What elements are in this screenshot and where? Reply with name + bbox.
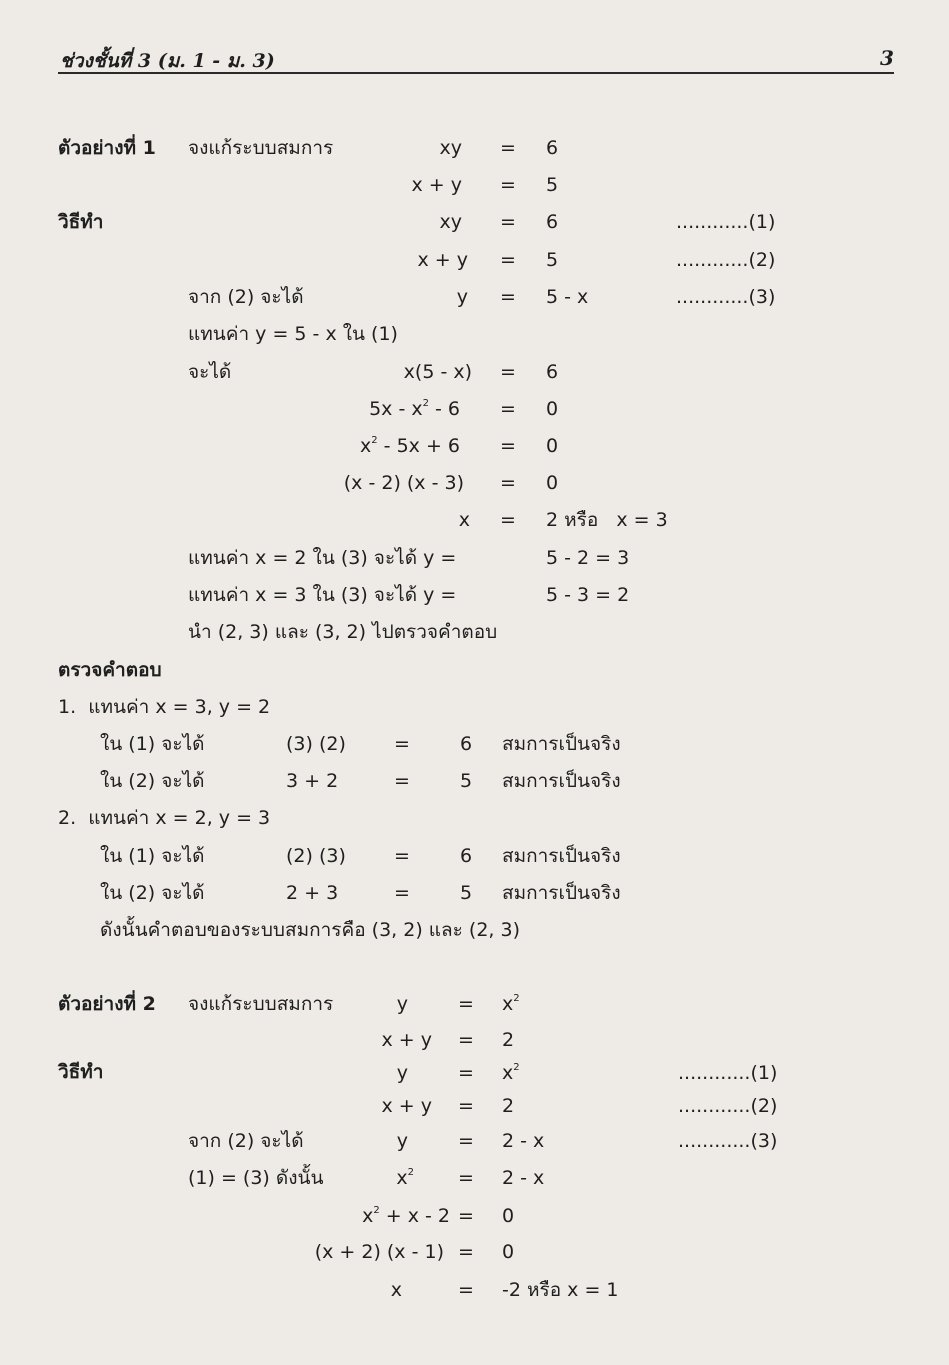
- ex1-eq1-rhs: 6: [546, 211, 559, 233]
- ex1-step3-eq: =: [500, 435, 516, 457]
- ex1-step1-eq: =: [500, 361, 516, 383]
- ex1-sub-line1-rhs: 5 - 2 = 3: [546, 547, 630, 569]
- ex2-eq6-eq: =: [458, 1241, 474, 1263]
- ex2-eq7-rhs: -2 หรือ x = 1: [502, 1279, 619, 1301]
- ex1-eq1-eq: =: [500, 211, 516, 233]
- ex1-step1-lhs: x(5 - x): [403, 361, 472, 383]
- check-case1-row2-eq: =: [394, 770, 410, 792]
- ex2-eq4-lhs: $x^2$: [396, 1167, 414, 1189]
- check-case1-row1-lhs: (3) (2): [286, 733, 346, 755]
- check-case2-row1-lhs: (2) (3): [286, 845, 346, 867]
- ex1-step2-eq: =: [500, 398, 516, 420]
- ex1-take: นำ (2, 3) และ (3, 2) ไปตรวจคำตอบ: [188, 621, 498, 643]
- ex1-eq2-eq: =: [500, 249, 516, 271]
- ex1-eq1-tag: ............(1): [676, 211, 776, 233]
- ex1-eq2-rhs: 5: [546, 249, 559, 271]
- ex2-eq1-eq: =: [458, 1062, 474, 1084]
- check-case1-row2-lhs: 3 + 2: [286, 770, 339, 792]
- check-case2-row2-rhs: 5: [460, 882, 473, 904]
- ex2-eq3-rhs: 2 - x: [502, 1130, 545, 1152]
- ex2-sys2-eq: =: [458, 1029, 474, 1051]
- ex1-step4-eq: =: [500, 472, 516, 494]
- check-case1-head: 1. แทนค่า x = 3, y = 2: [58, 696, 271, 718]
- check-case1-row1-cond: ใน (1) จะได้: [100, 733, 205, 755]
- check-case2-row2-result: สมการเป็นจริง: [502, 882, 621, 904]
- check-case2-row1-result: สมการเป็นจริง: [502, 845, 621, 867]
- ex1-sub-line2-rhs: 5 - 3 = 2: [546, 584, 630, 606]
- ex2-eq4-rhs: 2 - x: [502, 1167, 545, 1189]
- ex1-system2-lhs: x + y: [411, 174, 462, 196]
- check-case1-row2-rhs: 5: [460, 770, 473, 792]
- ex1-system1-eq: =: [500, 137, 516, 159]
- ex1-sub-line1-text: แทนค่า x = 2 ใน (3) จะได้ y =: [188, 547, 457, 569]
- ex1-get-label: จะได้: [188, 361, 232, 383]
- ex2-eq2-tag: ............(2): [678, 1095, 778, 1117]
- check-conclusion: ดังนั้นคำตอบของระบบสมการคือ (3, 2) และ (2, 3): [100, 919, 520, 941]
- ex2-solution-label: วิธีทำ: [58, 1061, 104, 1083]
- ex1-system2-rhs: 5: [546, 174, 559, 196]
- ex1-step2-lhs: $5x - x^2 - 6$: [369, 398, 460, 420]
- ex1-sub-line2-text: แทนค่า x = 3 ใน (3) จะได้ y =: [188, 584, 457, 606]
- ex1-step4-rhs: 0: [546, 472, 559, 494]
- check-title: ตรวจคำตอบ: [58, 659, 162, 681]
- header-rule: [58, 72, 894, 74]
- ex2-eq1-rhs: $x^2$: [502, 1062, 520, 1084]
- check-case2-row1-cond: ใน (1) จะได้: [100, 845, 205, 867]
- ex1-step3-rhs: 0: [546, 435, 559, 457]
- check-case2-row2-lhs: 2 + 3: [286, 882, 339, 904]
- ex2-eq4-prefix: (1) = (3) ดังนั้น: [188, 1167, 324, 1189]
- ex1-step2-rhs: 0: [546, 398, 559, 420]
- ex2-eq5-eq: =: [458, 1205, 474, 1227]
- ex2-eq3-tag: ............(3): [678, 1130, 778, 1152]
- ex1-step5-lhs: x: [458, 509, 470, 531]
- check-case1-row2-cond: ใน (2) จะได้: [100, 770, 205, 792]
- ex1-eq3-lhs: y: [456, 286, 468, 308]
- ex2-eq3-prefix: จาก (2) จะได้: [188, 1130, 304, 1152]
- ex1-eq3-prefix: จาก (2) จะได้: [188, 286, 304, 308]
- check-case1-row1-eq: =: [394, 733, 410, 755]
- ex1-eq3-eq: =: [500, 286, 516, 308]
- ex1-step5-rhs: 2 หรือ x = 3: [546, 509, 668, 531]
- check-case1-row1-result: สมการเป็นจริง: [502, 733, 621, 755]
- ex1-step5-eq: =: [500, 509, 516, 531]
- ex2-sys2-lhs: x + y: [381, 1029, 432, 1051]
- ex2-eq1-tag: ............(1): [678, 1062, 778, 1084]
- example1-instruction: จงแก้ระบบสมการ: [188, 137, 334, 159]
- ex2-eq5-lhs: $x^2 + x - 2$: [362, 1205, 450, 1227]
- ex1-eq2-tag: ............(2): [676, 249, 776, 271]
- ex2-sys1-lhs: y: [396, 993, 408, 1015]
- ex1-eq1-lhs: xy: [439, 211, 462, 233]
- ex2-eq6-rhs: 0: [502, 1241, 515, 1263]
- check-case2-row1-rhs: 6: [460, 845, 473, 867]
- example2-instruction: จงแก้ระบบสมการ: [188, 993, 334, 1015]
- ex2-eq4-eq: =: [458, 1167, 474, 1189]
- ex1-eq3-tag: ............(3): [676, 286, 776, 308]
- ex2-eq2-rhs: 2: [502, 1095, 515, 1117]
- ex2-eq7-lhs: x: [390, 1279, 402, 1301]
- ex1-system2-eq: =: [500, 174, 516, 196]
- ex1-step1-rhs: 6: [546, 361, 559, 383]
- ex2-eq6-lhs: (x + 2) (x - 1): [314, 1241, 444, 1263]
- ex2-eq2-eq: =: [458, 1095, 474, 1117]
- page-number: 3: [880, 46, 894, 70]
- ex2-sys2-rhs: 2: [502, 1029, 515, 1051]
- ex1-system1-rhs: 6: [546, 137, 559, 159]
- page-header-title: ช่วงชั้นที่ 3 (ม. 1 - ม. 3): [60, 50, 275, 72]
- ex1-system1-lhs: xy: [439, 137, 462, 159]
- example2-label: ตัวอย่างที่ 2: [58, 993, 156, 1015]
- check-case2-row2-cond: ใน (2) จะได้: [100, 882, 205, 904]
- check-case2-row1-eq: =: [394, 845, 410, 867]
- ex2-eq5-rhs: 0: [502, 1205, 515, 1227]
- ex2-eq7-eq: =: [458, 1279, 474, 1301]
- ex1-step4-lhs: (x - 2) (x - 3): [343, 472, 464, 494]
- ex2-eq3-lhs: y: [396, 1130, 408, 1152]
- check-case1-row2-result: สมการเป็นจริง: [502, 770, 621, 792]
- ex2-eq2-lhs: x + y: [381, 1095, 432, 1117]
- ex1-eq3-rhs: 5 - x: [546, 286, 589, 308]
- ex1-solution-label: วิธีทำ: [58, 211, 104, 233]
- example1-label: ตัวอย่างที่ 1: [58, 137, 156, 159]
- ex1-step3-lhs: $x^2 - 5x + 6$: [360, 435, 460, 457]
- ex2-sys1-rhs: $x^2$: [502, 993, 520, 1015]
- ex2-eq1-lhs: y: [396, 1062, 408, 1084]
- ex1-substitute: แทนค่า y = 5 - x ใน (1): [188, 323, 398, 345]
- check-case2-row2-eq: =: [394, 882, 410, 904]
- ex1-eq2-lhs: x + y: [417, 249, 468, 271]
- check-case2-head: 2. แทนค่า x = 2, y = 3: [58, 807, 271, 829]
- ex2-sys1-eq: =: [458, 993, 474, 1015]
- ex2-eq3-eq: =: [458, 1130, 474, 1152]
- check-case1-row1-rhs: 6: [460, 733, 473, 755]
